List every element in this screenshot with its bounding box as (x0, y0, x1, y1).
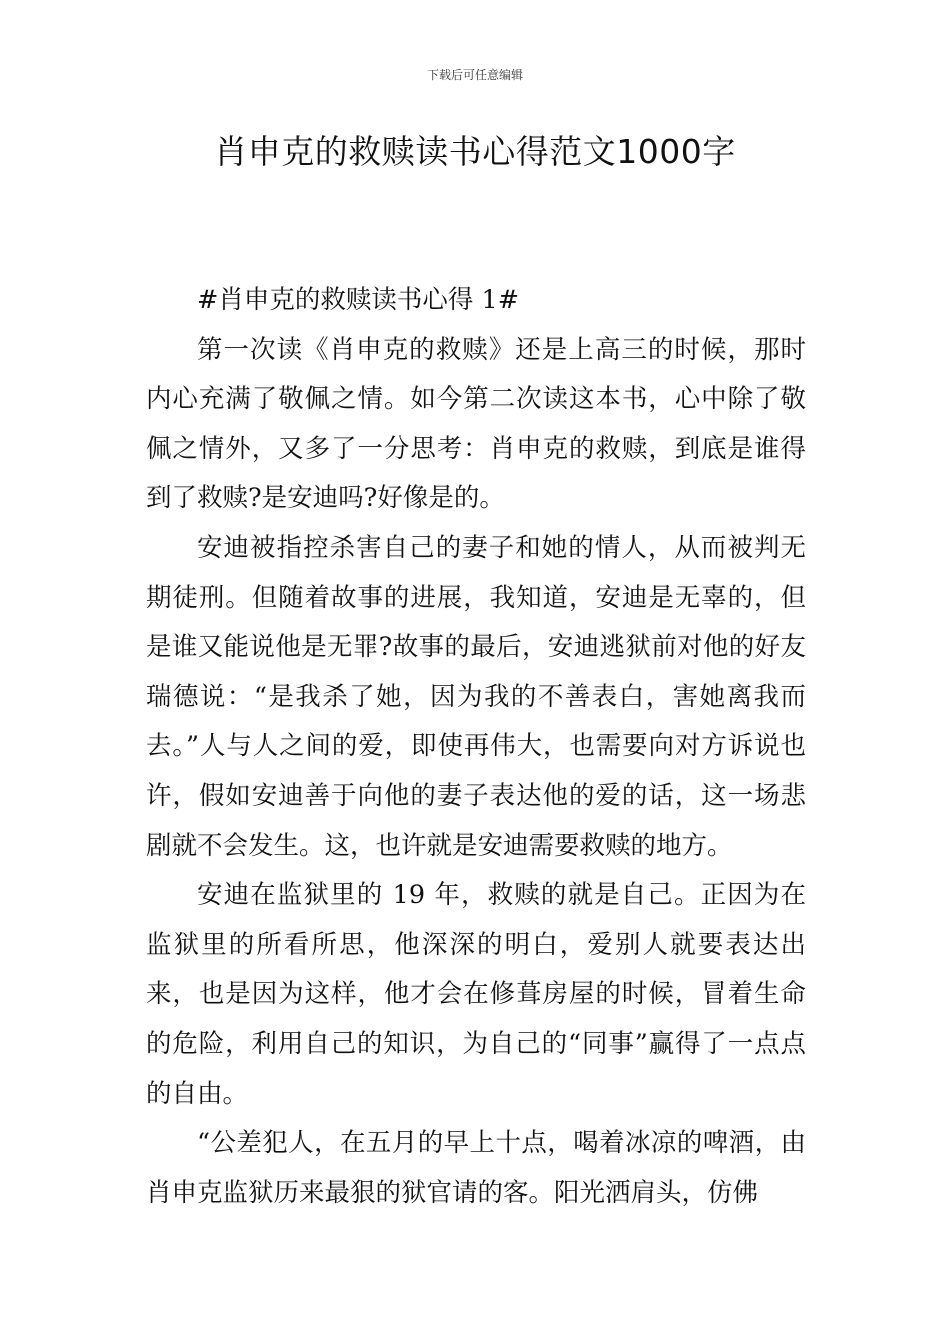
paragraph: 第一次读《肖申克的救赎》还是上高三的时候，那时内心充满了敬佩之情。如今第二次读这本书，心中除了敬佩之情外，又多了一分思考：肖申克的救赎，到底是谁得到了救赎?是安迪吗?好像是的。 (146, 334, 806, 514)
paragraph: “公差犯人，在五月的早上十点，喝着冰凉的啤酒，由肖申克监狱历来最狠的狱官请的客。阳光洒肩头，仿佛 (146, 1128, 806, 1208)
document-title: 肖申克的救赎读书心得范文1000字 (214, 132, 736, 171)
paragraph: 安迪被指控杀害自己的妻子和她的情人，从而被判无期徒刑。但随着故事的进展，我知道，安迪是无辜的，但是谁又能说他是无罪?故事的最后，安迪逃狱前对他的好友瑞德说：“是我杀了她，因为我的不善表白，害她离我而去。”人与人之间的爱，即使再伟大，也需要向对方诉说也许，假如安迪善于向他的妻子表达他的爱的话，这一场悲剧就不会发生。这，也许就是安迪需要救赎的地方。 (146, 532, 806, 861)
section-heading: #肖申克的救赎读书心得 1# (197, 285, 520, 315)
document-body (146, 276, 806, 1218)
paragraph: 安迪在监狱里的 19 年，救赎的就是自己。正因为在监狱里的所看所思，他深深的明白，爱别人就要表达出来，也是因为这样，他才会在修葺房屋的时候，冒着生命的危险，利用自己的知识，为自己的“同事”赢得了一点点的自由。 (146, 880, 806, 1109)
header-note: 下载后可任意编辑 (426, 68, 523, 82)
